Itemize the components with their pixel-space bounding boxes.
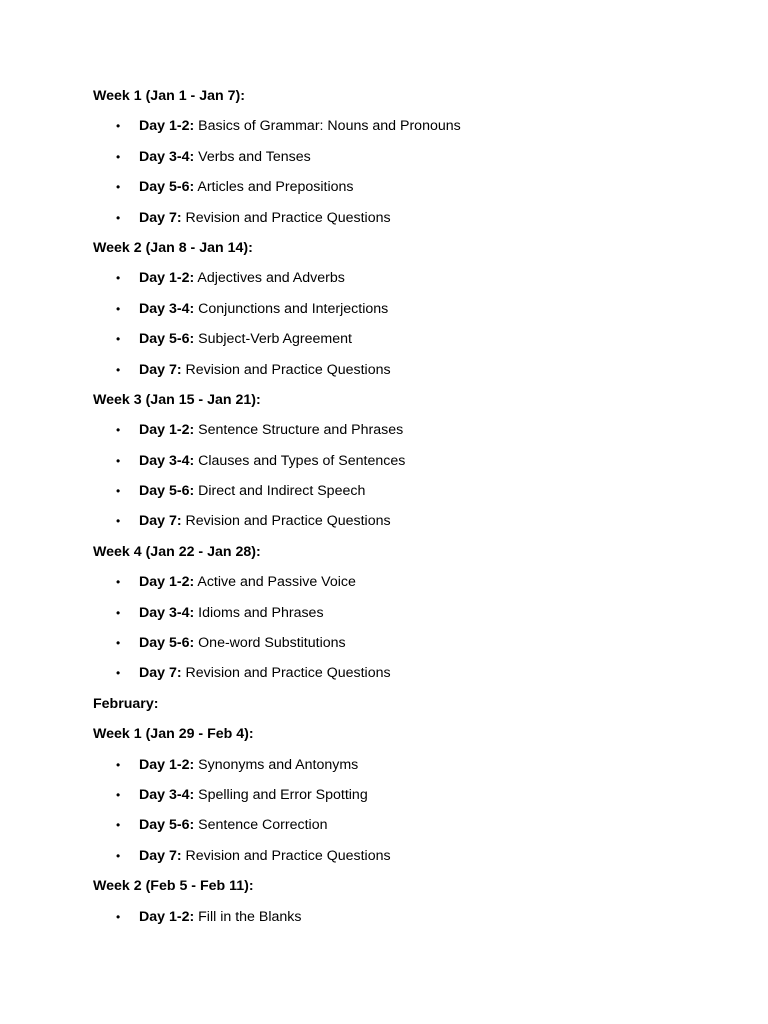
day-label: Day 1-2: xyxy=(139,574,195,591)
topic-text: Sentence Correction xyxy=(194,817,328,834)
topic-text: Revision and Practice Questions xyxy=(181,513,391,530)
bullet-icon: • xyxy=(116,636,121,651)
day-label: Day 1-2: xyxy=(139,422,195,439)
list-item xyxy=(93,146,733,176)
bullet-icon: • xyxy=(116,271,121,286)
bullet-icon: • xyxy=(116,909,121,924)
bullet-icon: • xyxy=(116,575,121,590)
section-heading: Week 1 (Jan 1 - Jan 7): xyxy=(93,88,245,104)
day-label: Day 3-4: xyxy=(139,604,195,621)
bullet-icon: • xyxy=(116,301,121,316)
topic-text: Fill in the Blanks xyxy=(194,908,302,925)
bullet-icon: • xyxy=(116,787,121,802)
section-heading: Week 2 (Jan 8 - Jan 14): xyxy=(93,239,253,256)
topic-text: Active and Passive Voice xyxy=(194,574,356,591)
day-label: Day 1-2: xyxy=(139,908,195,925)
section-heading: Week 1 (Jan 29 - Feb 4): xyxy=(93,726,254,743)
day-label: Day 3-4: xyxy=(139,786,195,803)
bullet-icon: • xyxy=(116,848,121,863)
topic-text: Revision and Practice Questions xyxy=(181,209,391,226)
topic-text: Articles and Prepositions xyxy=(194,179,354,196)
bullet-icon: • xyxy=(116,818,121,833)
list-item xyxy=(93,510,733,540)
bullet-icon: • xyxy=(116,666,121,681)
bullet-icon: • xyxy=(116,453,121,468)
list-item xyxy=(93,176,733,206)
topic-text: Revision and Practice Questions xyxy=(181,665,391,682)
list-item xyxy=(93,480,733,510)
day-label: Day 5-6: xyxy=(139,331,195,348)
list-item xyxy=(93,419,733,449)
bullet-icon: • xyxy=(116,119,121,134)
list-item xyxy=(93,814,733,844)
topic-text: Basics of Grammar: Nouns and Pronouns xyxy=(194,118,461,135)
section-heading: Week 4 (Jan 22 - Jan 28): xyxy=(93,543,261,560)
day-label: Day 3-4: xyxy=(139,300,195,317)
day-label: Day 1-2: xyxy=(139,756,195,773)
section-heading: Week 2 (Feb 5 - Feb 11): xyxy=(93,878,254,895)
bullet-icon: • xyxy=(116,362,121,377)
day-label: Day 5-6: xyxy=(139,635,195,652)
day-label: Day 3-4: xyxy=(139,148,195,165)
day-label: Day 7: xyxy=(139,361,182,378)
bullet-icon: • xyxy=(116,149,121,164)
topic-text: Subject-Verb Agreement xyxy=(194,331,352,348)
list-item xyxy=(93,602,733,632)
list-item xyxy=(93,754,733,784)
bullet-icon: • xyxy=(116,423,121,438)
topic-text: Verbs and Tenses xyxy=(194,148,311,165)
topic-text: One-word Substitutions xyxy=(194,635,346,652)
topic-text: Revision and Practice Questions xyxy=(181,361,391,378)
day-label: Day 7: xyxy=(139,665,182,682)
topic-text: Synonyms and Antonyms xyxy=(194,756,359,773)
day-label: Day 1-2: xyxy=(139,118,195,135)
list-item xyxy=(93,298,733,328)
day-label: Day 1-2: xyxy=(139,270,195,287)
day-label: Day 7: xyxy=(139,209,182,226)
list-item xyxy=(93,359,733,389)
list-item xyxy=(93,267,733,297)
topic-text: Adjectives and Adverbs xyxy=(194,270,345,287)
section-heading: February: xyxy=(93,695,159,712)
topic-text: Idioms and Phrases xyxy=(194,604,324,621)
day-label: Day 7: xyxy=(139,847,182,864)
day-label: Day 5-6: xyxy=(139,817,195,834)
bullet-icon: • xyxy=(116,484,121,499)
list-item xyxy=(93,784,733,814)
list-item xyxy=(93,906,733,936)
bullet-icon: • xyxy=(116,332,121,347)
list-item xyxy=(93,845,733,875)
list-item xyxy=(93,450,733,480)
day-label: Day 7: xyxy=(139,513,182,530)
list-item xyxy=(93,662,733,692)
topic-text: Revision and Practice Questions xyxy=(181,847,391,864)
list-item xyxy=(93,632,733,662)
topic-text: Clauses and Types of Sentences xyxy=(194,452,406,469)
topic-text: Spelling and Error Spotting xyxy=(194,786,368,803)
topic-text: Direct and Indirect Speech xyxy=(194,483,366,500)
bullet-icon: • xyxy=(116,180,121,195)
day-label: Day 5-6: xyxy=(139,483,195,500)
list-item xyxy=(93,115,733,145)
bullet-icon: • xyxy=(116,210,121,225)
section-heading: Week 3 (Jan 15 - Jan 21): xyxy=(93,391,261,408)
study-plan-document xyxy=(93,85,733,936)
list-item xyxy=(93,571,733,601)
topic-text: Sentence Structure and Phrases xyxy=(194,422,404,439)
bullet-icon: • xyxy=(116,757,121,772)
bullet-icon: • xyxy=(116,605,121,620)
day-label: Day 3-4: xyxy=(139,452,195,469)
topic-text: Conjunctions and Interjections xyxy=(194,300,389,317)
bullet-icon: • xyxy=(116,514,121,529)
day-label: Day 5-6: xyxy=(139,179,195,196)
list-item xyxy=(93,207,733,237)
list-item xyxy=(93,328,733,358)
